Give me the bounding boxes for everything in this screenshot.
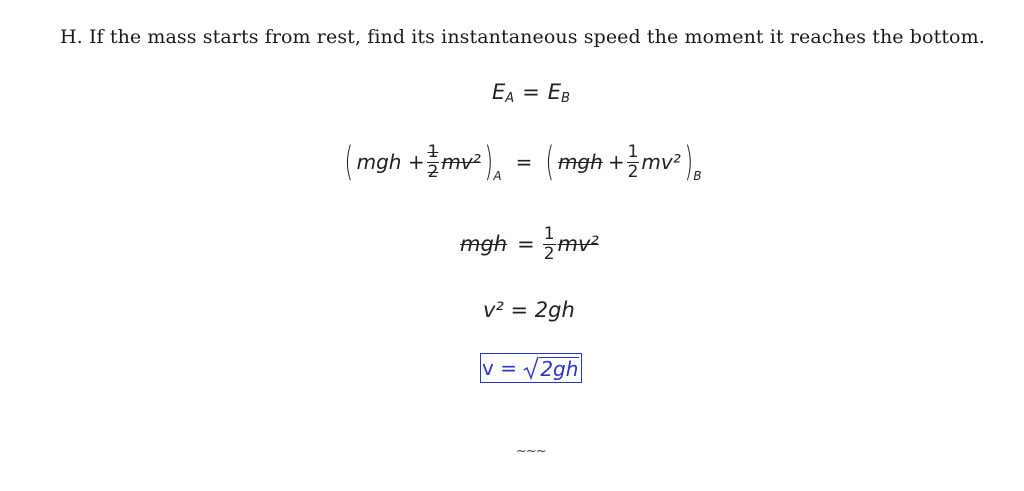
energy-rhs: E — [547, 80, 562, 104]
close-paren-b: ) — [684, 139, 693, 185]
fraction-b-den: 2 — [627, 161, 639, 182]
v-squared-text: v² = 2gh — [483, 298, 575, 322]
open-paren-a: ( — [344, 139, 354, 185]
simplified-rhs: mv² — [557, 232, 599, 256]
simplified-fraction — [543, 223, 556, 264]
fraction-a — [427, 141, 440, 182]
question-label: H. — [60, 26, 83, 48]
expanded-sub-a: A — [493, 169, 502, 183]
v-squared-equation — [483, 298, 575, 322]
fraction-a-den: 2 — [427, 161, 439, 182]
expanded-term-b1: mgh — [557, 150, 603, 174]
expanded-term-b2: mv² — [641, 150, 681, 174]
answer-equals: = — [493, 356, 524, 380]
energy-equation — [492, 80, 570, 104]
footer-mark: ~~~ — [516, 444, 546, 459]
fraction-b — [627, 141, 640, 182]
expanded-sub-b: B — [693, 169, 702, 183]
expanded-term-a2: mv² — [441, 150, 481, 174]
expanded-term-a1: mgh + — [356, 150, 425, 174]
simplified-frac-den: 2 — [543, 243, 555, 264]
question-body: If the mass starts from rest, find its instantaneous speed the moment it reaches the bottom. — [88, 26, 985, 48]
energy-equals: = — [522, 80, 540, 104]
answer-lhs: v — [482, 356, 494, 380]
expanded-equals: = — [515, 150, 533, 174]
simplified-equation — [460, 218, 599, 270]
fraction-a-num: 1 — [427, 141, 439, 162]
simplified-lhs: mgh — [460, 232, 508, 256]
question-text — [60, 26, 985, 48]
final-answer-box — [480, 353, 582, 383]
expanded-equation — [341, 134, 702, 190]
answer-radicand: 2gh — [540, 357, 579, 381]
fraction-b-num: 1 — [627, 141, 639, 162]
energy-lhs: E — [492, 80, 506, 104]
energy-rhs-sub: B — [561, 90, 570, 106]
expanded-plus-b: + — [607, 150, 625, 174]
close-paren-a: ) — [484, 139, 493, 185]
simplified-equals: = — [517, 232, 535, 256]
square-root — [523, 356, 579, 380]
open-paren-b: ( — [545, 139, 555, 185]
radical-sign-icon — [523, 356, 539, 380]
energy-lhs-sub: A — [505, 90, 515, 106]
simplified-frac-num: 1 — [543, 223, 555, 244]
